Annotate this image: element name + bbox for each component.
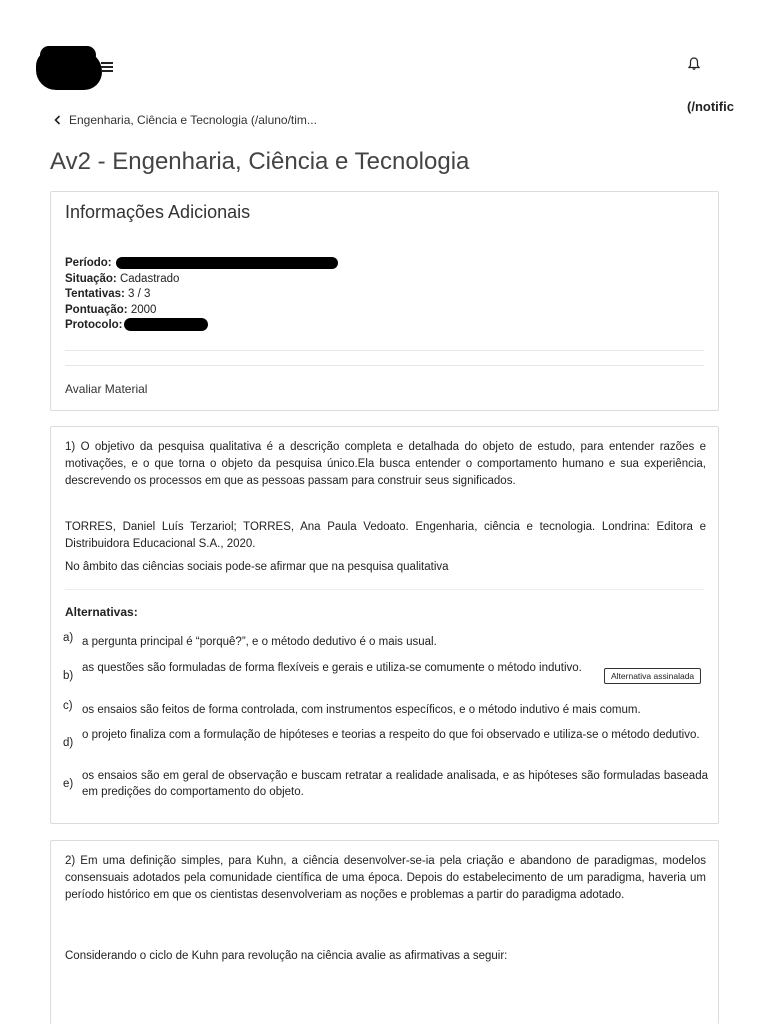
alternative-letter: e) — [63, 778, 74, 790]
divider — [65, 350, 704, 351]
tentativas-value: 3 / 3 — [124, 288, 151, 300]
alternative-letter: c) — [63, 700, 73, 712]
alternative-text: os ensaios são em geral de observação e buscam retratar a realidade analisada, e as hipóteses são formuladas baseada em predições do comportamento do objeto. — [82, 770, 708, 798]
avaliar-material-link[interactable]: Avaliar Material — [65, 382, 148, 396]
page-title: Av2 - Engenharia, Ciência e Tecnologia — [50, 148, 470, 175]
situacao-value: Cadastrado — [116, 272, 180, 285]
top-bar — [0, 0, 768, 114]
alternative-text: o projeto finaliza com a formulação de hipóteses e teorias a respeito do que foi observado e utiliza-se o método dedutivo. — [82, 729, 700, 741]
pontuacao-label: Pontuação: — [65, 303, 128, 316]
tentativas-label: Tentativas: — [65, 288, 125, 300]
info-rows — [65, 256, 338, 334]
menu-icon[interactable] — [101, 62, 113, 72]
alternative-text: a pergunta principal é “porquê?”, e o método dedutivo é o mais usual. — [82, 636, 437, 648]
redaction-mark — [116, 257, 338, 269]
periodo-row — [65, 256, 338, 272]
situacao-label: Situação: — [65, 272, 117, 285]
question-reference: TORRES, Daniel Luís Terzariol; TORRES, Ana Paula Vedoato. Engenharia, ciência e tecnologia. Londrina: Editora e Distribuidora Educacional S.A., 2020. — [65, 521, 706, 550]
info-card — [50, 191, 719, 411]
question-card-2 — [50, 840, 719, 1024]
protocolo-row — [65, 318, 338, 334]
alternative-letter: a) — [63, 632, 74, 644]
pontuacao-row — [65, 303, 338, 319]
notifications-link[interactable]: (/notific — [687, 99, 734, 114]
alternative-text: as questões são formuladas de forma flexíveis e gerais e utiliza-se comumente o método indutivo. — [82, 662, 582, 674]
divider — [65, 365, 704, 366]
breadcrumb-label[interactable]: Engenharia, Ciência e Tecnologia (/aluno/tim... — [69, 113, 317, 127]
alternative-letter: d) — [63, 737, 74, 749]
info-title: Informações Adicionais — [65, 202, 251, 222]
question-stem: 2) Em uma definição simples, para Kuhn, a ciência desenvolver-se-ia pela criação e abandono de paradigmas, modelos consensuais adotados pela comunidade científica de uma época. Depois do estabelecimento de um paradigma, haveria um período histórico em que os cientistas desenvolveriam as noções e problemas a partir do paradigma adotado. — [65, 855, 706, 901]
selected-alternative-badge: Alternativa assinalada — [604, 668, 701, 684]
protocolo-label: Protocolo: — [65, 319, 123, 331]
pontuacao-value: 2000 — [127, 303, 157, 316]
tentativas-row — [65, 287, 338, 303]
alternative-letter: b) — [63, 670, 74, 682]
alternative-text: os ensaios são feitos de forma controlada, com instrumentos específicos, e o método indutivo é mais comum. — [82, 704, 641, 716]
periodo-label: Período: — [65, 257, 112, 269]
divider — [65, 589, 704, 590]
question-prompt: No âmbito das ciências sociais pode-se afirmar que na pesquisa qualitativa — [65, 561, 449, 573]
question-prompt: Considerando o ciclo de Kuhn para revolução na ciência avalie as afirmativas a seguir: — [65, 950, 508, 962]
redaction-mark — [124, 318, 208, 331]
chevron-left-icon[interactable] — [54, 115, 61, 125]
bell-icon[interactable] — [686, 56, 702, 72]
breadcrumb[interactable] — [54, 113, 317, 127]
redacted-logo[interactable] — [36, 50, 102, 90]
alternatives-heading: Alternativas: — [65, 605, 138, 619]
question-card-1 — [50, 426, 719, 824]
situacao-row — [65, 272, 338, 288]
question-stem: 1) O objetivo da pesquisa qualitativa é a descrição completa e detalhada do objeto de estudo, para entender razões e motivações, e o que torna o objeto da pesquisa único.Ela busca entender o comportamento humano e sua experiência, descrevendo os processos em que as pessoas passam para construir seus significados. — [65, 441, 706, 487]
